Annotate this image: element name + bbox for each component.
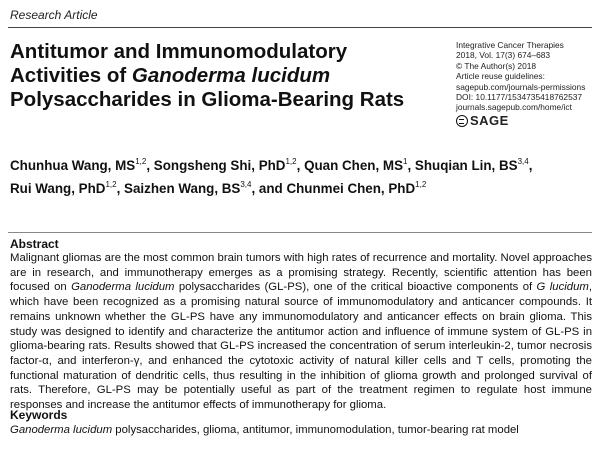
abstract-species-2: G lucidum [536,281,589,294]
author-name: Shuqian Lin, BS [414,158,518,173]
reuse-guidelines-link[interactable]: sagepub.com/journals-permissions [456,81,586,92]
keywords-heading: Keywords [10,408,68,422]
author-affiliation: 1 [403,157,408,166]
author-affiliation: 3,4 [240,180,252,189]
author-separator: , [146,158,154,173]
author-separator: , [407,158,415,173]
author-affiliation: 3,4 [517,157,529,166]
abstract-part-2: polysaccharides (GL-PS), one of the critical bioactive components of [174,281,537,294]
keywords-species: Ganoderma lucidum [10,424,113,436]
author-separator: , [528,158,533,173]
abstract-divider [8,232,592,233]
abstract-part-3: , which have been recognized as a promising natural source of immunomodulatory and anticancer compounds. It remains unknown whether the GL-PS have any immunomodulatory and anticancer effects on brain glioma. This study was designed to identify and characterize the antitumor action and influence of immune system of GL-PS in glioma-bearing rats. Results showed that GL-PS increased the concentration of serum interleukin-2, tumor necrosis factor-α, and interferon-γ, and enhanced the cytotoxic activity of natural killer cells and T cells, promoting the functional maturation of dendritic cells, thus resulting in the inhibition of glioma growth and prolonged survival of rats. Therefore, GL-PS may be potentially useful as part of the treatment regimen to regulate host immune responses and increase the antitumor effects of immunotherapy for glioma. [10,281,592,412]
journal-home-link[interactable]: journals.sagepub.com/home/ict [456,102,572,113]
journal-citation: 2018, Vol. 17(3) 674–683 [456,50,551,61]
title-line-2 [10,64,430,88]
journal-info [456,40,596,127]
author-name: Chunhua Wang, MS [10,158,136,173]
abstract-text [10,251,592,413]
abstract-part-1: Malignant gliomas are the most common brain tumors with high rates of recurrence and mortality. Novel approaches are in research, and immunotherapy emerges as a promising strategy. Recently, scientific attention has been focused on [10,252,592,294]
keywords-list: polysaccharides, glioma, antitumor, immunomodulation, tumor-bearing rat model [112,424,519,436]
sage-logo [456,112,596,128]
author-name: Rui Wang, PhD [10,181,106,196]
author-name: Saizhen Wang, BS [124,181,241,196]
doi-link[interactable]: DOI: 10.1177/1534735418762537 [456,92,583,103]
author-name: Songsheng Shi, PhD [153,158,286,173]
author-separator: , [116,181,125,196]
author-affiliation: 1,2 [285,157,297,166]
author-separator: , and [251,181,287,196]
reuse-guidelines-label: Article reuse guidelines: [456,71,545,82]
article-title [10,40,430,112]
article-type-label: Research Article [10,8,98,22]
title-line-1: Antitumor and Immunomodulatory [10,40,348,63]
author-list [10,152,590,198]
author-separator: , [296,158,305,173]
sage-logo-icon [456,115,468,127]
author-affiliation: 1,2 [415,180,427,189]
title-species-name: Ganoderma lucidum [131,64,331,87]
author-name: Quan Chen, MS [304,158,404,173]
title-line-3: Polysaccharides in Glioma-Bearing Rats [10,88,405,111]
header-divider [8,27,592,28]
sage-logo-text: SAGE [470,112,509,128]
title-line-2-prefix: Activities of [10,64,132,87]
author-affiliation: 1,2 [135,157,147,166]
abstract-heading: Abstract [10,237,59,251]
journal-copyright: © The Author(s) 2018 [456,60,537,71]
author-affiliation: 1,2 [105,180,117,189]
keywords-text [10,423,592,438]
journal-name: Integrative Cancer Therapies [456,40,564,50]
author-name: Chunmei Chen, PhD [286,181,416,196]
abstract-species-1: Ganoderma lucidum [71,281,175,294]
